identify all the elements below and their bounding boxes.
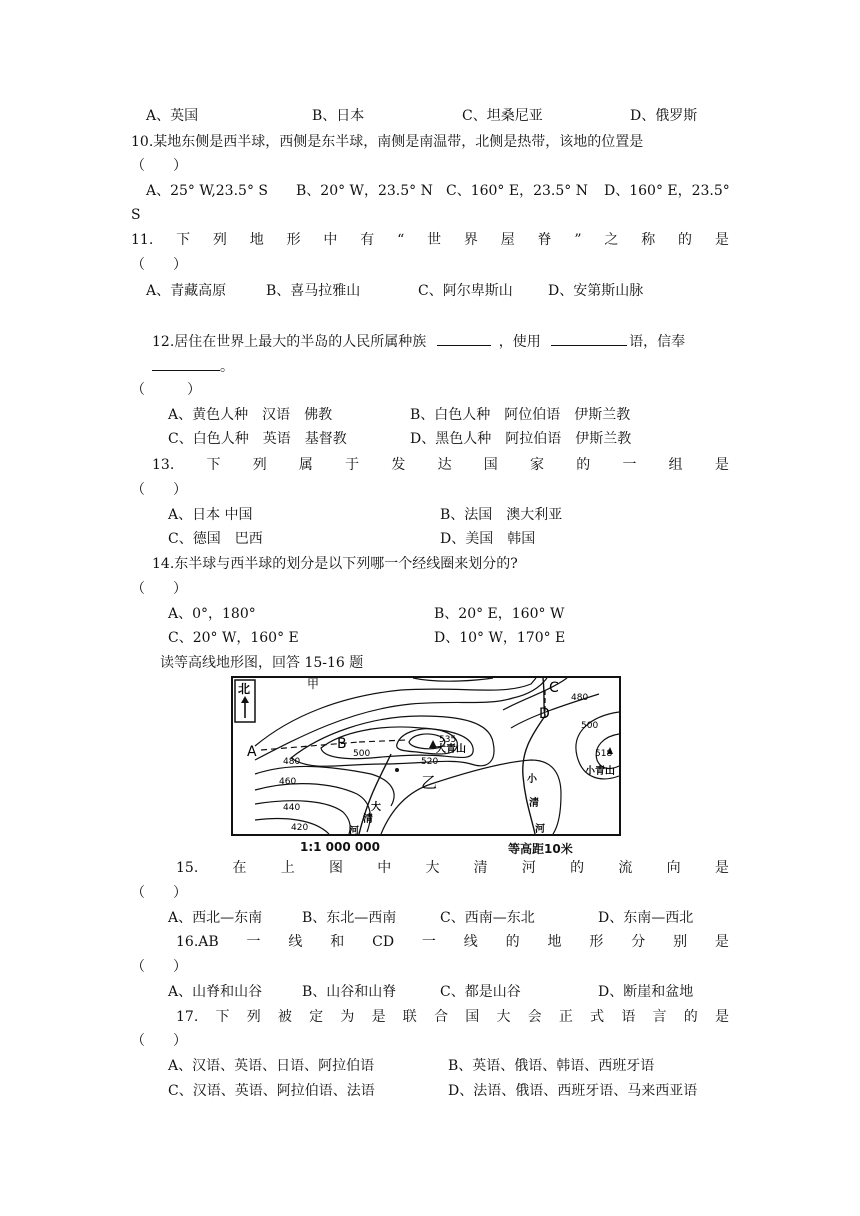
q16-stem-char: 一 [246,934,261,950]
q14-option-a: A、0°，180° [168,606,256,622]
q11-stem-char: 下 [176,232,191,248]
q16-option-a: A、山脊和山谷 [168,984,263,1000]
q11-stem-char: 形 [286,232,301,248]
q17-stem-char: 列 [246,1009,261,1025]
q15-stem-char: 中 [377,860,392,876]
q13-option-c: C、德国 巴西 [168,531,263,547]
q10-option-d-wrap: S [131,207,141,223]
q9-option-c: C、坦桑尼亚 [462,108,543,124]
contour-label: 520 [421,757,439,767]
map-contour-interval: 等高距10米 [508,842,573,856]
q14-option-d: D、10° W，170° E [434,630,566,646]
q16-stem-char: CD [372,934,395,950]
q9-option-b: B、日本 [312,108,365,124]
q17-answer-paren: （ ） [131,1033,187,1049]
q11-answer-paren: （ ） [131,257,187,273]
elev-big-peak: 535 [439,735,457,745]
q9-option-d: D、俄罗斯 [630,108,698,124]
q17-stem-char: 为 [340,1009,355,1025]
q16-stem-char: 线 [288,934,303,950]
q16-option-b: B、山谷和山脊 [302,984,397,1000]
river-label-qing: 清 [363,814,373,825]
q15-stem-char: 在 [232,860,247,876]
label-point-d: D [539,706,550,722]
q15-stem-char: 流 [618,860,633,876]
q13-stem-char: 是 [714,457,729,473]
label-yi: 乙 [421,773,438,792]
q13-answer-paren: （ ） [131,482,187,498]
q11-stem-char: 中 [323,232,338,248]
q15-option-d: D、东南—西北 [598,910,694,926]
q17-stem-char: 言 [652,1009,667,1025]
q16-stem-char: 分 [631,934,646,950]
q11-option-a: A、青藏高原 [146,283,227,299]
q16-stem-char: 和 [330,934,345,950]
q10-option-c: C、160° E，23.5° N [446,183,588,199]
q12-option-b: B、白色人种 阿位伯语 伊斯兰教 [410,407,631,423]
q17-stem-char: 定 [309,1009,324,1025]
q15-stem-char: 河 [521,860,536,876]
q13-stem-char: 13. [152,457,175,473]
marker-dot [395,768,399,772]
q17-stem-char: 被 [277,1009,292,1025]
q17-option-d: D、法语、俄语、西班牙语、马来西亚语 [448,1083,698,1099]
q17-stem-char: 正 [558,1009,573,1025]
q11-stem-char: 称 [641,232,656,248]
q12-stem [152,331,685,352]
contour-label: 480 [571,693,589,703]
north-label: 北 [238,682,251,696]
q17-stem [176,1007,729,1027]
q15-stem-char: 大 [425,860,440,876]
q12-option-d: D、黑色人种 阿拉伯语 伊斯兰教 [410,431,632,447]
q13-option-a: A、日本 中国 [168,507,253,523]
contour-map [231,676,621,836]
q15-stem-char: 是 [714,860,729,876]
q13-stem-char: 家 [530,457,545,473]
q17-stem-char: 合 [434,1009,449,1025]
q11-option-d: D、安第斯山脉 [548,283,644,299]
q11-stem-char: 11. [131,232,154,248]
q11-stem-char: “ [397,232,405,248]
q15-stem [176,858,729,878]
q14-option-c: C、20° W，160° E [168,630,299,646]
q15-option-c: C、西南—东北 [440,910,535,926]
q16-answer-paren: （ ） [131,959,187,975]
q17-stem-char: 联 [402,1009,417,1025]
contour-label: 500 [353,749,371,759]
q13-stem-char: 达 [437,457,452,473]
q16-option-d: D、断崖和盆地 [598,984,694,1000]
q16-stem [176,932,729,952]
q12-option-a: A、黄色人种 汉语 佛教 [168,407,333,423]
q15-answer-paren: （ ） [131,885,187,901]
q10-answer-paren: （ ） [131,158,187,174]
q11-stem-char: 屋 [500,232,515,248]
q11-stem-char: ” [574,232,582,248]
contour-label: 440 [283,803,301,813]
q13-option-b: B、法国 澳大利亚 [440,507,563,523]
label-jia: 甲 [307,677,320,691]
q12-stem-end: 。 [220,359,234,375]
label-xiao-qing-shan: 小青山 [585,766,615,777]
q11-stem-char: 是 [714,232,729,248]
q11-stem-char: 的 [678,232,693,248]
q10-stem: 10.某地东侧是西半球，西侧是东半球，南侧是南温带，北侧是热带，该地的位置是 [131,134,644,150]
q17-stem-char: 国 [465,1009,480,1025]
q13-stem-char: 国 [483,457,498,473]
q11-stem-char: 脊 [537,232,552,248]
q13-stem-char: 组 [668,457,683,473]
answer-blank-religion [152,356,220,371]
q13-stem-char: 一 [622,457,637,473]
contour-label: 500 [581,721,599,731]
q17-option-a: A、汉语、英语、日语、阿拉伯语 [168,1058,375,1074]
q15-stem-char: 向 [666,860,681,876]
q10-option-a: A、25° W,23.5° S [146,183,268,199]
q16-stem-char: 是 [714,934,729,950]
q11-stem-char: 界 [463,232,478,248]
q17-option-b: B、英语、俄语、韩语、西班牙语 [448,1058,655,1074]
contour-label: 460 [279,777,297,787]
q15-stem-char: 图 [328,860,343,876]
q13-stem-char: 列 [252,457,267,473]
q13-stem-char: 于 [345,457,360,473]
q14-option-b: B、20° E，160° W [434,606,565,622]
q13-stem [152,455,729,475]
q15-option-b: B、东北—西南 [302,910,397,926]
contour-label: 420 [291,823,309,833]
q14-stem: 14.东半球与西半球的划分是以下列哪一个经线圈来划分的? [152,556,518,572]
q16-option-c: C、都是山谷 [440,984,521,1000]
q13-stem-char: 的 [576,457,591,473]
label-point-b: B [337,736,347,752]
q12-option-c: C、白色人种 英语 基督教 [168,431,347,447]
q16-stem-char: 形 [589,934,604,950]
q17-stem-char: 是 [714,1009,729,1025]
q13-stem-char: 属 [298,457,313,473]
q17-stem-char: 的 [683,1009,698,1025]
figure-intro: 读等高线地形图，回答 15-16 题 [160,655,364,671]
river-label-da: 大 [371,802,381,813]
q12-stem-part2: ，使用 [498,334,541,350]
q17-stem-char: 17. [176,1009,199,1025]
river-label-he2: 河 [535,824,545,835]
q16-stem-char: 地 [547,934,562,950]
q15-stem-char: 的 [570,860,585,876]
q11-stem-char: 地 [249,232,264,248]
label-point-c: C [549,680,559,696]
q17-stem-char: 式 [590,1009,605,1025]
q9-option-a: A、英国 [146,108,199,124]
q15-option-a: A、西北—东南 [168,910,263,926]
label-point-a: A [247,744,257,760]
river-label-xiao: 小 [527,774,537,785]
q17-stem-char: 大 [496,1009,511,1025]
q11-stem-char: 世 [427,232,442,248]
map-scale: 1:1 000 000 [300,840,380,854]
q12-stem-line2 [152,356,234,377]
q12-stem-part3: 语，信奉 [629,334,686,350]
q13-stem-char: 下 [206,457,221,473]
q16-stem-char: 别 [673,934,688,950]
q16-stem-char: 16.AB [176,934,219,950]
q16-stem-char: 线 [463,934,478,950]
q11-option-c: C、阿尔卑斯山 [418,283,513,299]
q11-stem-char: 有 [360,232,375,248]
q17-stem-char: 会 [527,1009,542,1025]
q15-stem-char: 上 [280,860,295,876]
q12-answer-paren: （ ） [131,382,201,398]
q17-stem-char: 下 [215,1009,230,1025]
answer-blank-language [551,331,627,346]
river-label-qing2: 清 [529,798,539,809]
q16-stem-char: 一 [421,934,436,950]
q13-stem-char: 发 [391,457,406,473]
label-da-qing-shan: 大青山 [436,744,466,755]
river-label-he: 河 [349,826,359,836]
q11-stem [131,230,729,250]
q15-stem-char: 15. [176,860,199,876]
q17-stem-char: 是 [371,1009,386,1025]
contour-label: 480 [283,757,301,767]
q16-stem-char: 的 [505,934,520,950]
q13-option-d: D、美国 韩国 [440,531,536,547]
q14-answer-paren: （ ） [131,581,187,597]
q10-option-b: B、20° W，23.5° N [296,183,433,199]
q12-stem-part1: 12.居住在世界上最大的半岛的人民所属种族 [152,334,427,350]
q17-option-c: C、汉语、英语、阿拉伯语、法语 [168,1083,375,1099]
q11-stem-char: 之 [604,232,619,248]
answer-blank-race [437,331,491,346]
q10-option-d: D、160° E，23.5° [604,183,730,199]
q15-stem-char: 清 [473,860,488,876]
q11-stem-char: 列 [212,232,227,248]
q17-stem-char: 语 [621,1009,636,1025]
elev-small-peak: 518 [595,749,613,759]
q11-option-b: B、喜马拉雅山 [266,283,361,299]
